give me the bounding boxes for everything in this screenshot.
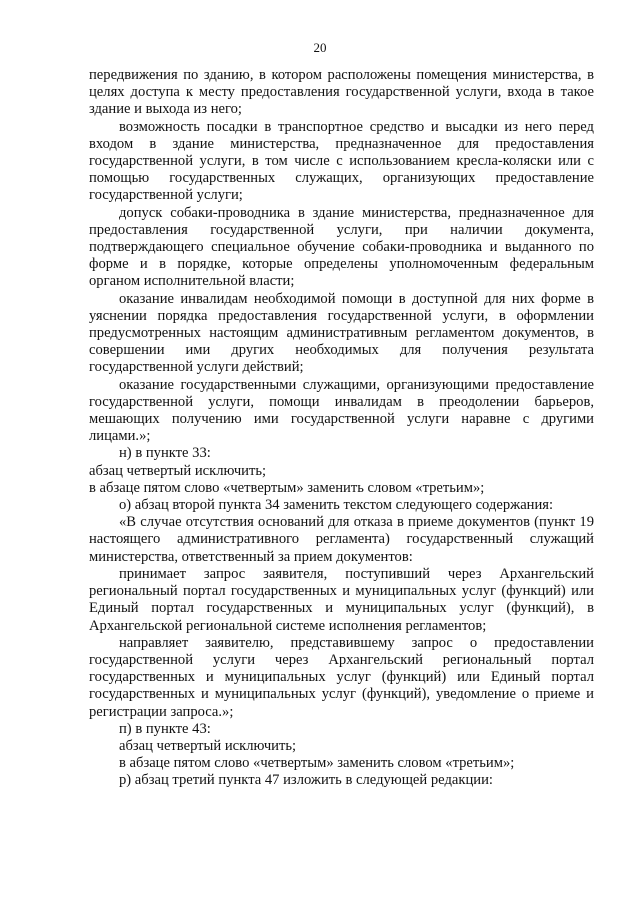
paragraph: о) абзац второй пункта 34 заменить текстом следующего содержания: <box>119 497 554 514</box>
paragraph: абзац четвертый исключить; <box>89 462 267 479</box>
paragraph: н) в пункте 33: <box>119 445 211 462</box>
paragraph: принимает запрос заявителя, поступивший через Архангельский региональный портал государственных и муниципальных услуг (функций) или Единый портал государственных и муниципальных услуг (функций), в Архангельской региональной системе исполнения регламентов; <box>89 565 594 634</box>
paragraph: абзац четвертый исключить; <box>119 737 297 754</box>
page-number: 20 <box>313 40 327 55</box>
paragraph: в абзаце пятом слово «четвертым» заменить словом «третьим»; <box>119 755 515 772</box>
paragraph: оказание инвалидам необходимой помощи в доступной для них форме в уяснении порядка предоставления государственной услуги, в оформлении предусмотренных настоящим административным регламентом документов, в совершении ими других необходимых для получения результата государственной услуги действий; <box>89 290 594 376</box>
paragraph: оказание государственными служащими, организующими предоставление государственной услуги, помощи инвалидам в преодолении барьеров, мешающих получению ими государственной услуги наравне с другими лицами.»; <box>89 376 594 445</box>
paragraph: возможность посадки в транспортное средство и высадки из него перед входом в здание министерства, предназначенное для предоставления государственной услуги, в том числе с использованием кресла-коляски или с помощью государственных служащих, организующих предоставление государственной услуги; <box>89 118 594 204</box>
paragraph: п) в пункте 43: <box>119 720 211 737</box>
paragraph: р) абзац третий пункта 47 изложить в следующей редакции: <box>119 772 493 789</box>
paragraph: «В случае отсутствия оснований для отказа в приеме документов (пункт 19 настоящего административного регламента) государственный служащий министерства, ответственный за прием документов: <box>89 514 594 565</box>
document-body <box>89 67 594 790</box>
paragraph: передвижения по зданию, в котором расположены помещения министерства, в целях доступа к месту предоставления государственной услуги, входа в такое здание и выхода из него; <box>89 67 594 118</box>
paragraph: в абзаце пятом слово «четвертым» заменить словом «третьим»; <box>89 479 485 496</box>
paragraph: допуск собаки-проводника в здание министерства, предназначенное для предоставления государственной услуги, при наличии документа, подтверждающего специальное обучение собаки-проводника и выданного по форме и в порядке, которые определены уполномоченным федеральным органом исполнительной власти; <box>89 204 594 290</box>
paragraph: направляет заявителю, представившему запрос о предоставлении государственной услуги через Архангельский региональный портал государственных и муниципальных услуг (функций) или Единый портал государственных и муниципальных услуг (функций), уведомление о приеме и регистрации запроса.»; <box>89 634 594 720</box>
